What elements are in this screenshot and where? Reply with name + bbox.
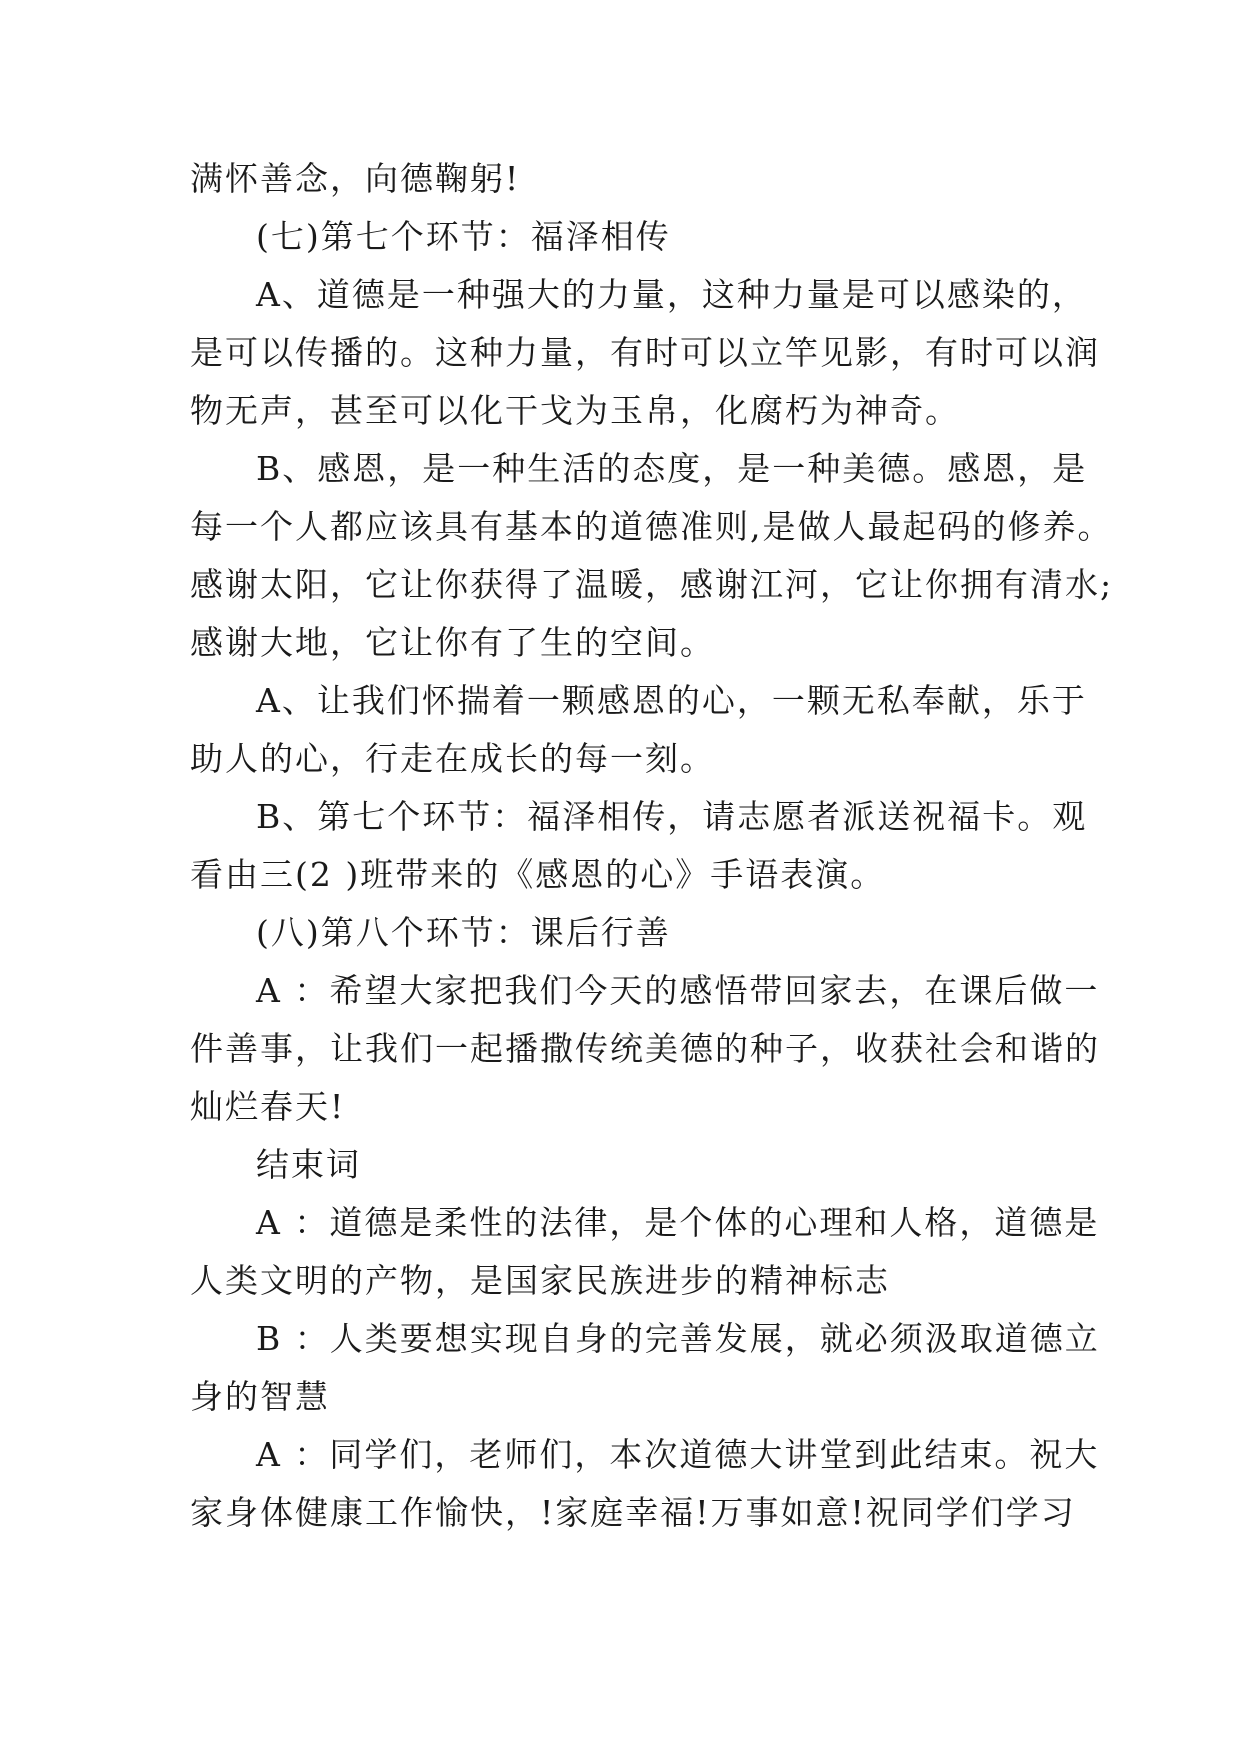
text-line: 灿烂春天!	[190, 1087, 346, 1126]
text-line: A ：同学们，老师们，本次道德大讲堂到此结束。祝大	[256, 1435, 1100, 1474]
text-line: A、让我们怀揣着一颗感恩的心，一颗无私奉献，乐于	[256, 681, 1087, 720]
closing-heading: 结束词	[256, 1145, 361, 1184]
text-line: 件善事，让我们一起播撒传统美德的种子，收获社会和谐的	[190, 1029, 1100, 1068]
document-body	[190, 150, 1114, 1542]
text-line: A、道德是一种强大的力量，这种力量是可以感染的，	[256, 275, 1087, 314]
text-line: A ：希望大家把我们今天的感悟带回家去，在课后做一	[256, 971, 1100, 1010]
text-line: B、第七个环节：福泽相传，请志愿者派送祝福卡。观	[256, 797, 1088, 836]
text-line: 物无声，甚至可以化干戈为玉帛，化腐朽为神奇。	[190, 391, 960, 430]
text-line: 看由三(2 )班带来的《感恩的心》手语表演。	[190, 855, 886, 894]
text-line: 人类文明的产物，是国家民族进步的精神标志	[190, 1261, 890, 1300]
section-heading-8: (八)第八个环节：课后行善	[256, 913, 671, 952]
text-line: A ：道德是柔性的法律，是个体的心理和人格，道德是	[256, 1203, 1100, 1242]
text-line: 感谢太阳，它让你获得了温暖，感谢江河，它让你拥有清水;	[190, 565, 1114, 604]
text-line: 满怀善念，向德鞠躬!	[190, 159, 521, 198]
text-line: 是可以传播的。这种力量，有时可以立竿见影，有时可以润	[190, 333, 1100, 372]
section-heading-7: (七)第七个环节：福泽相传	[256, 217, 671, 256]
text-line: 感谢大地，它让你有了生的空间。	[190, 623, 715, 662]
text-line: 身的智慧	[190, 1377, 330, 1416]
text-line: B、感恩，是一种生活的态度，是一种美德。感恩，是	[256, 449, 1088, 488]
text-line: 每一个人都应该具有基本的道德准则,是做人最起码的修养。	[190, 507, 1113, 546]
text-line: 助人的心，行走在成长的每一刻。	[190, 739, 715, 778]
text-line: 家身体健康工作愉快，!家庭幸福!万事如意!祝同学们学习	[190, 1493, 1076, 1532]
text-line: B ：人类要想实现自身的完善发展，就必须汲取道德立	[256, 1319, 1100, 1358]
